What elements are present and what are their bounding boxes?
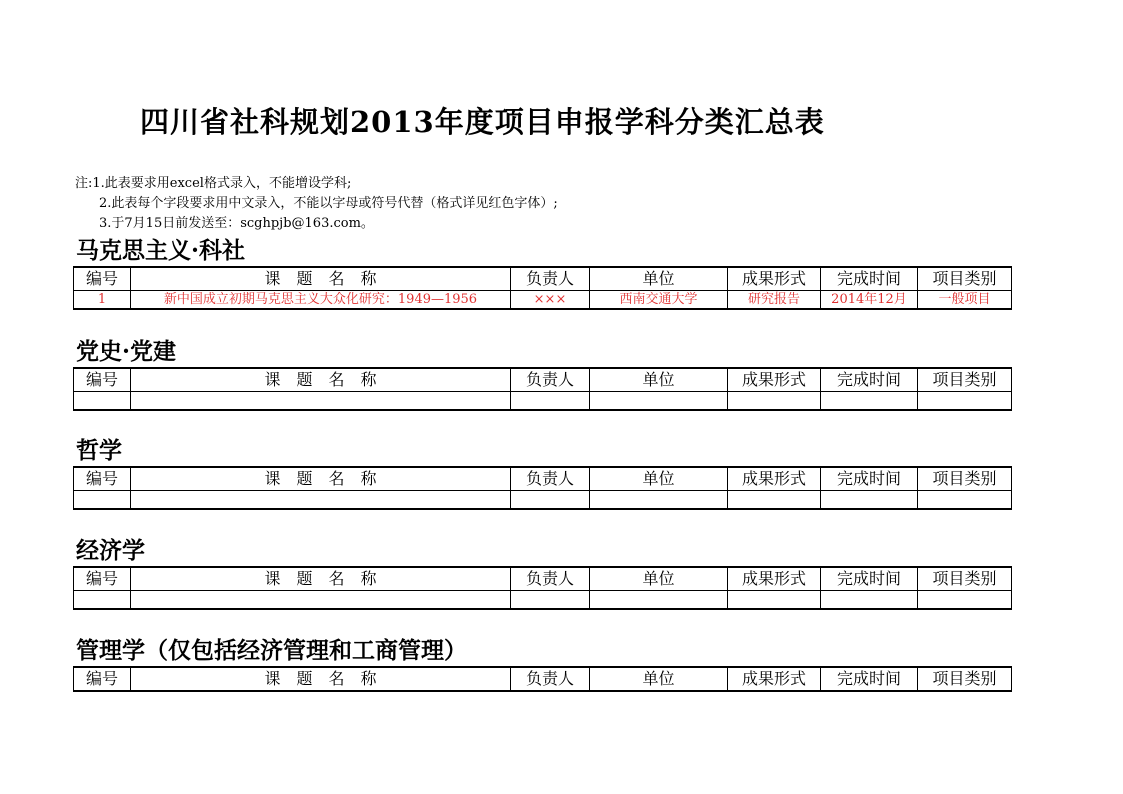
cell-project-type[interactable] [918, 591, 1012, 610]
col-header-number[interactable]: 编号 [74, 368, 131, 392]
col-header-topic[interactable]: 课 题 名 称 [131, 267, 511, 291]
header-row [74, 667, 1012, 691]
table-row [74, 291, 1012, 310]
col-header-number[interactable]: 编号 [74, 567, 131, 591]
cell-completion-time[interactable] [821, 591, 918, 610]
section-marxism [73, 236, 1011, 310]
header-row [74, 368, 1012, 392]
col-header-completion-time[interactable]: 完成时间 [821, 567, 918, 591]
col-header-topic[interactable]: 课 题 名 称 [131, 567, 511, 591]
col-header-topic[interactable]: 课 题 名 称 [131, 467, 511, 491]
table-row [74, 392, 1012, 411]
col-header-unit[interactable]: 单位 [590, 467, 728, 491]
col-header-number[interactable]: 编号 [74, 667, 131, 691]
col-header-leader[interactable]: 负责人 [511, 467, 590, 491]
col-header-project-type[interactable]: 项目类别 [918, 667, 1012, 691]
col-header-result-form[interactable]: 成果形式 [728, 467, 821, 491]
col-header-result-form[interactable]: 成果形式 [728, 667, 821, 691]
section-philosophy [73, 436, 1011, 510]
col-header-unit[interactable]: 单位 [590, 567, 728, 591]
cell-leader[interactable] [511, 392, 590, 411]
cell-project-type[interactable]: 一般项目 [918, 291, 1012, 310]
col-header-project-type[interactable]: 项目类别 [918, 368, 1012, 392]
col-header-number[interactable]: 编号 [74, 467, 131, 491]
table-row [74, 491, 1012, 510]
col-header-completion-time[interactable]: 完成时间 [821, 667, 918, 691]
col-header-project-type[interactable]: 项目类别 [918, 467, 1012, 491]
section-management [73, 636, 1011, 692]
col-header-unit[interactable]: 单位 [590, 267, 728, 291]
section-title: 经济学 [76, 537, 145, 564]
col-header-result-form[interactable]: 成果形式 [728, 267, 821, 291]
col-header-result-form[interactable]: 成果形式 [728, 368, 821, 392]
summary-table [73, 266, 1012, 310]
col-header-project-type[interactable]: 项目类别 [918, 267, 1012, 291]
col-header-number[interactable]: 编号 [74, 267, 131, 291]
col-header-topic[interactable]: 课 题 名 称 [131, 667, 511, 691]
section-title: 哲学 [76, 437, 122, 464]
cell-unit[interactable]: 西南交通大学 [590, 291, 728, 310]
section-party-history [73, 337, 1011, 411]
cell-topic[interactable]: 新中国成立初期马克思主义大众化研究：1949—1956 [131, 291, 511, 310]
cell-result-form[interactable] [728, 591, 821, 610]
cell-leader[interactable] [511, 591, 590, 610]
header-row [74, 467, 1012, 491]
cell-result-form[interactable] [728, 491, 821, 510]
cell-unit[interactable] [590, 392, 728, 411]
col-header-unit[interactable]: 单位 [590, 667, 728, 691]
cell-completion-time[interactable] [821, 392, 918, 411]
summary-table [73, 666, 1012, 692]
summary-table [73, 367, 1012, 411]
note-3: 3.于7月15日前发送至：scghpjb@163.com。 [99, 216, 374, 231]
col-header-result-form[interactable]: 成果形式 [728, 567, 821, 591]
cell-project-type[interactable] [918, 392, 1012, 411]
cell-number[interactable] [74, 491, 131, 510]
notes [75, 174, 558, 234]
cell-number[interactable] [74, 392, 131, 411]
col-header-unit[interactable]: 单位 [590, 368, 728, 392]
col-header-completion-time[interactable]: 完成时间 [821, 267, 918, 291]
cell-number[interactable]: 1 [74, 291, 131, 310]
col-header-completion-time[interactable]: 完成时间 [821, 467, 918, 491]
cell-leader[interactable]: ××× [511, 291, 590, 310]
col-header-project-type[interactable]: 项目类别 [918, 567, 1012, 591]
cell-result-form[interactable]: 研究报告 [728, 291, 821, 310]
col-header-completion-time[interactable]: 完成时间 [821, 368, 918, 392]
section-title: 马克思主义·科社 [76, 237, 246, 264]
cell-unit[interactable] [590, 491, 728, 510]
cell-topic[interactable] [131, 591, 511, 610]
cell-leader[interactable] [511, 491, 590, 510]
cell-completion-time[interactable] [821, 491, 918, 510]
col-header-leader[interactable]: 负责人 [511, 567, 590, 591]
cell-number[interactable] [74, 591, 131, 610]
col-header-leader[interactable]: 负责人 [511, 368, 590, 392]
summary-table [73, 466, 1012, 510]
section-economics [73, 536, 1011, 610]
note-1: 注:1.此表要求用excel格式录入，不能增设学科; [75, 176, 352, 191]
section-title: 党史·党建 [76, 338, 177, 365]
header-row [74, 267, 1012, 291]
table-row [74, 591, 1012, 610]
cell-project-type[interactable] [918, 491, 1012, 510]
section-title: 管理学（仅包括经济管理和工商管理） [76, 637, 467, 664]
header-row [74, 567, 1012, 591]
page-title: 四川省社科规划2013年度项目申报学科分类汇总表 [140, 105, 825, 139]
cell-topic[interactable] [131, 392, 511, 411]
col-header-leader[interactable]: 负责人 [511, 667, 590, 691]
summary-table [73, 566, 1012, 610]
note-2: 2.此表每个字段要求用中文录入，不能以字母或符号代替（格式详见红色字体）; [99, 196, 558, 211]
cell-topic[interactable] [131, 491, 511, 510]
col-header-topic[interactable]: 课 题 名 称 [131, 368, 511, 392]
cell-unit[interactable] [590, 591, 728, 610]
cell-completion-time[interactable]: 2014年12月 [821, 291, 918, 310]
col-header-leader[interactable]: 负责人 [511, 267, 590, 291]
cell-result-form[interactable] [728, 392, 821, 411]
